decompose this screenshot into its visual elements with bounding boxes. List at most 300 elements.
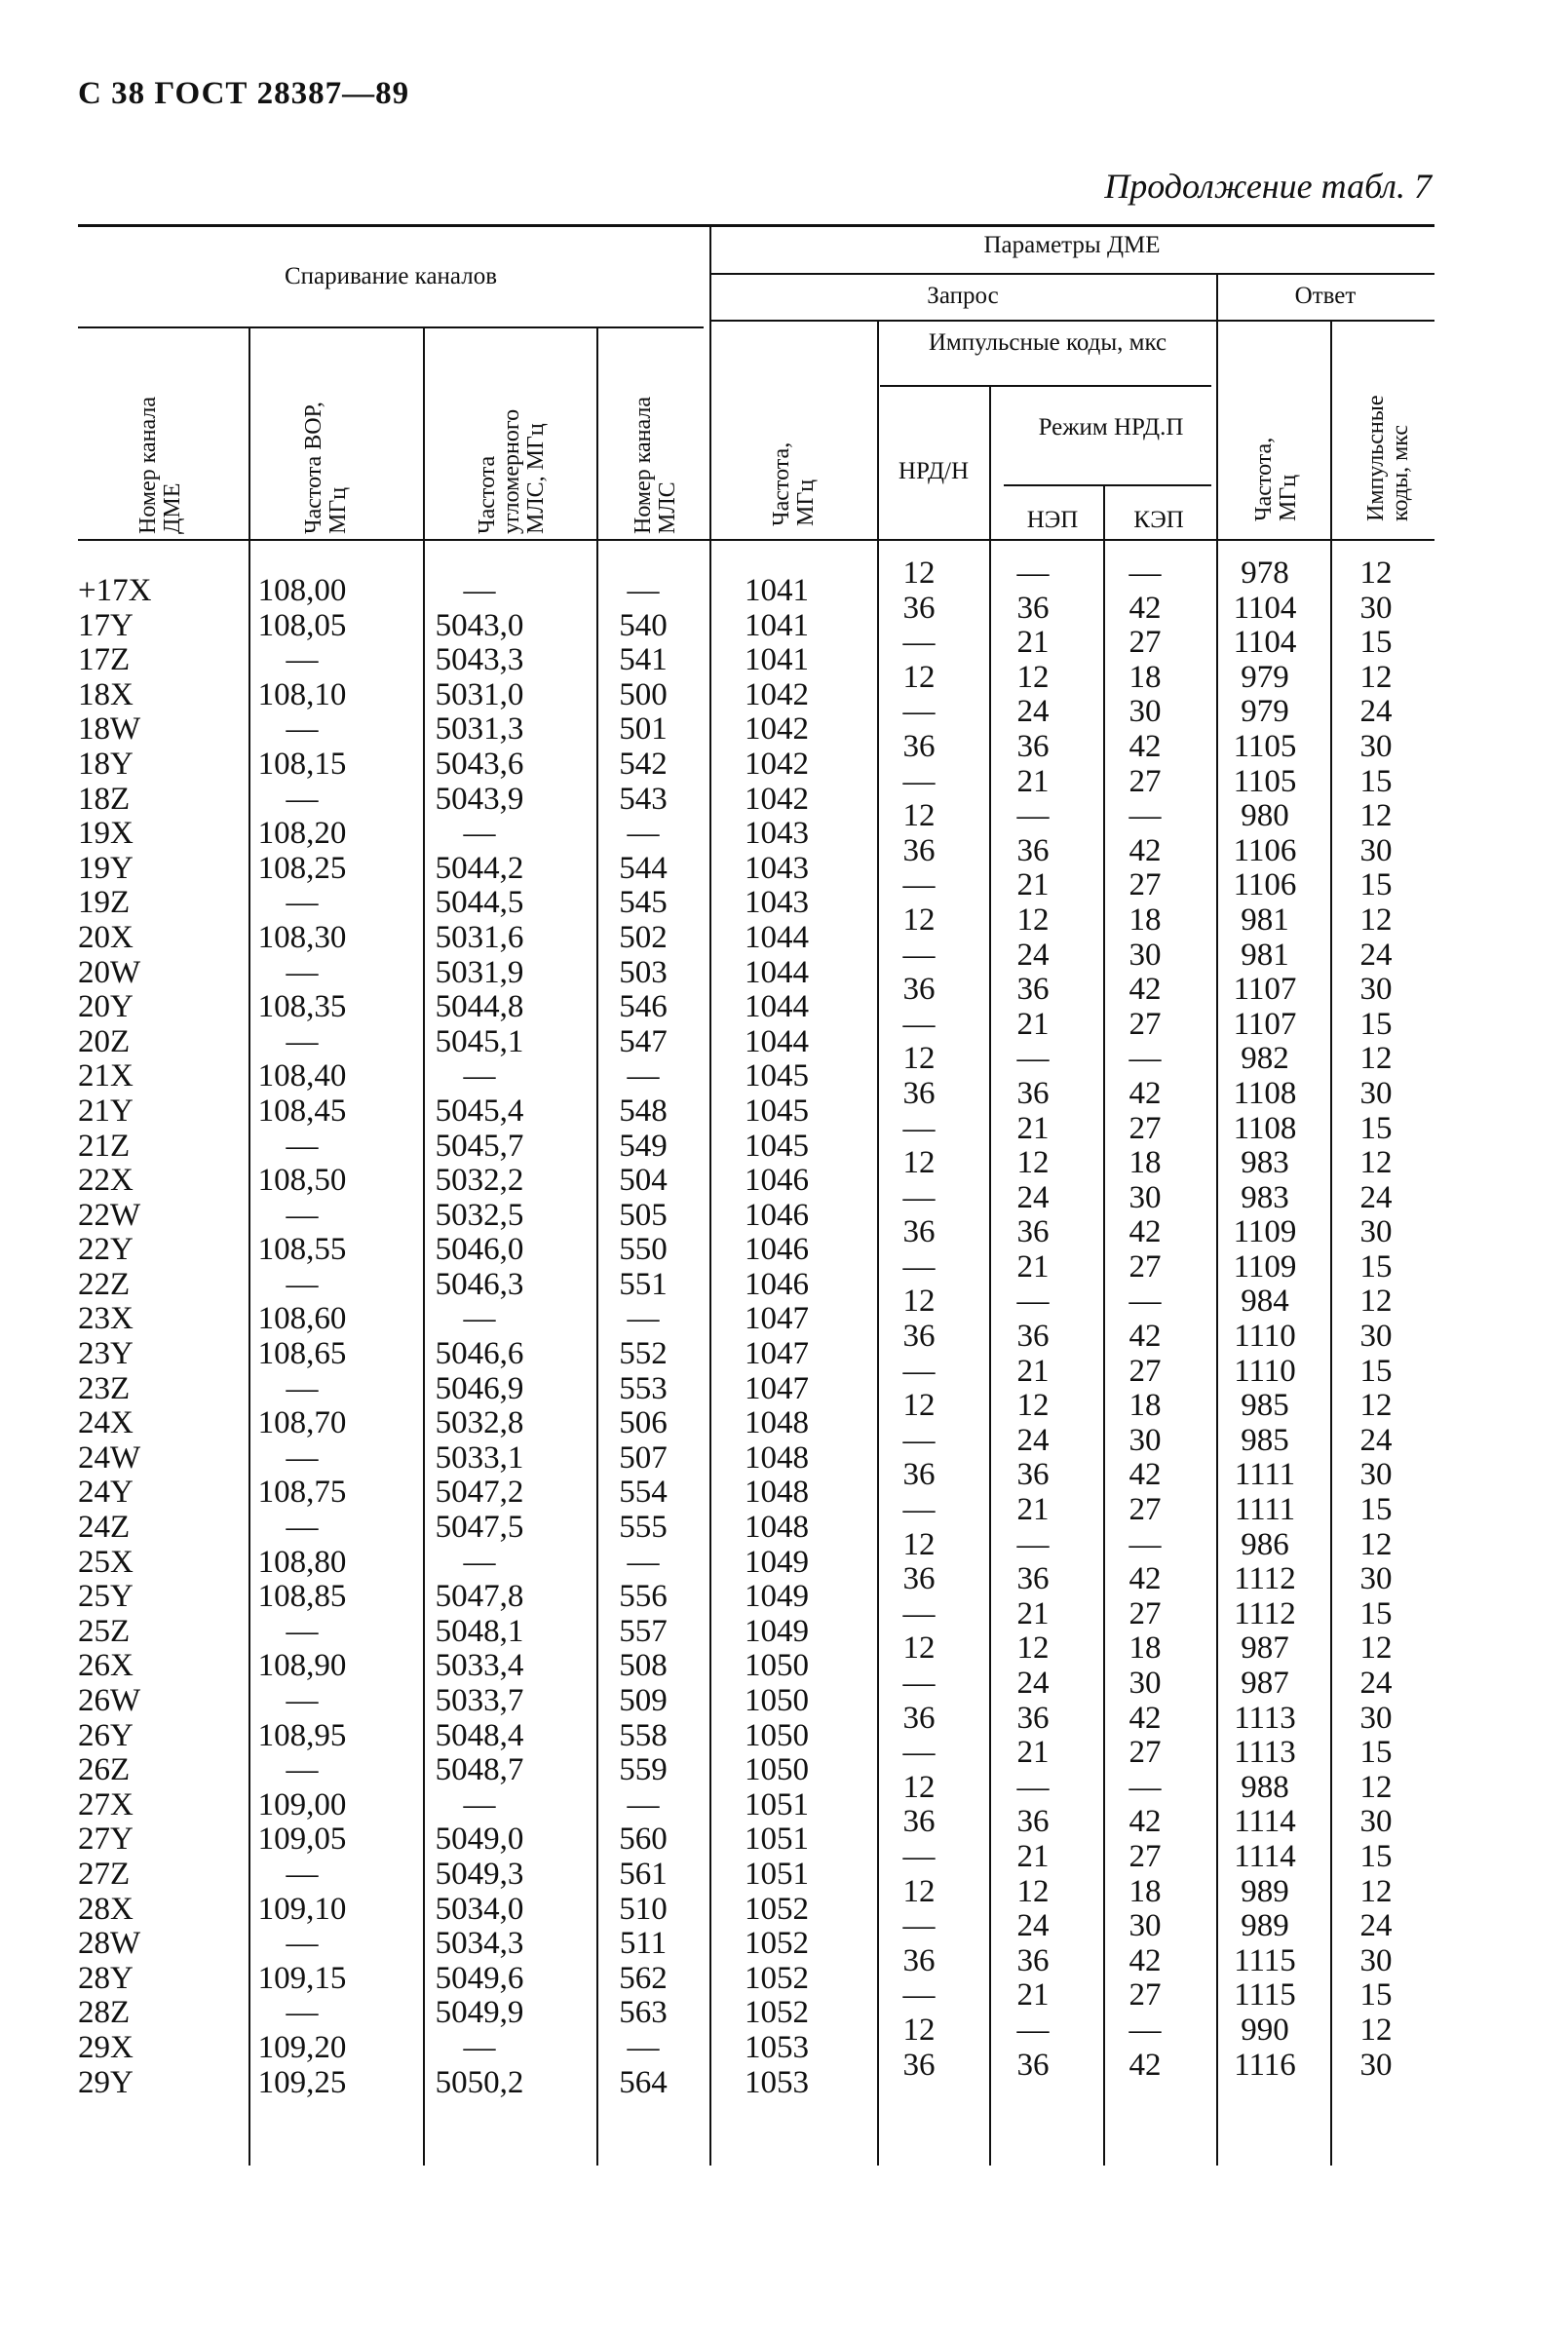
- cell-vor: 108,45: [257, 1093, 347, 1129]
- cell-kep: 42: [1128, 1700, 1162, 1736]
- cell-dme: 23X: [78, 1301, 134, 1337]
- cell-afreq: 988: [1241, 1769, 1289, 1805]
- cell-mls: 548: [619, 1093, 668, 1129]
- cell-nrd: 36: [902, 972, 936, 1008]
- cell-kep: 30: [1128, 937, 1162, 973]
- cell-nrd: 36: [902, 1457, 936, 1493]
- cell-nep: 21: [1016, 1248, 1050, 1285]
- cell-afreq: 1114: [1234, 1838, 1296, 1874]
- cell-nrd: 12: [902, 1873, 936, 1909]
- cell-vor: —: [286, 1197, 319, 1233]
- cell-acode: 30: [1359, 1319, 1393, 1355]
- cell-ang: —: [463, 816, 496, 852]
- cell-nrd: 36: [902, 1319, 936, 1355]
- cell-vor: —: [286, 1995, 319, 2031]
- cell-afreq: 1115: [1234, 1942, 1296, 1978]
- cell-kep: 27: [1128, 1110, 1162, 1146]
- cell-ang: 5032,5: [435, 1197, 524, 1233]
- cell-afreq: 978: [1241, 556, 1289, 591]
- cell-acode: 12: [1359, 1526, 1393, 1562]
- cell-vor: 109,00: [257, 1786, 347, 1822]
- cell-afreq: 987: [1241, 1666, 1289, 1701]
- cell-acode: 30: [1359, 728, 1393, 764]
- cell-afreq: 987: [1241, 1630, 1289, 1667]
- cell-mls: 545: [619, 885, 668, 921]
- cell-vor: —: [286, 1926, 319, 1962]
- cell-vor: 108,20: [257, 816, 347, 852]
- cell-freq: 1042: [745, 781, 809, 817]
- cell-freq: 1042: [745, 711, 809, 748]
- cell-ang: —: [463, 1544, 496, 1580]
- cell-ang: 5044,8: [435, 989, 524, 1025]
- cell-ang: 5049,9: [435, 1995, 524, 2031]
- cell-kep: —: [1128, 1769, 1162, 1805]
- cell-kep: —: [1128, 1284, 1162, 1320]
- cell-nrd: 36: [902, 1214, 936, 1250]
- cell-ang: —: [463, 1786, 496, 1822]
- cell-nrd: —: [902, 1735, 936, 1771]
- cell-mls: —: [627, 1544, 660, 1580]
- cell-acode: 15: [1359, 1353, 1393, 1389]
- cell-vor: 109,15: [257, 1960, 347, 1996]
- cell-ang: 5046,0: [435, 1232, 524, 1268]
- cell-dme: 26Z: [78, 1752, 131, 1788]
- cell-kep: 42: [1128, 832, 1162, 868]
- cell-nrd: 36: [902, 2047, 936, 2083]
- cell-afreq: 989: [1241, 1908, 1289, 1944]
- cell-acode: 15: [1359, 1248, 1393, 1285]
- cell-mls: —: [627, 1786, 660, 1822]
- cell-nep: 36: [1016, 590, 1050, 626]
- cell-kep: 27: [1128, 867, 1162, 903]
- cell-nrd: 12: [902, 1145, 936, 1181]
- cell-kep: 42: [1128, 728, 1162, 764]
- cell-dme: 24X: [78, 1405, 134, 1441]
- cell-nrd: 36: [902, 1075, 936, 1111]
- cell-vor: —: [286, 1023, 319, 1059]
- cell-freq: 1051: [745, 1786, 809, 1822]
- cell-dme: 25X: [78, 1544, 134, 1580]
- cell-freq: 1050: [745, 1717, 809, 1753]
- cell-freq: 1052: [745, 1926, 809, 1962]
- cell-afreq: 983: [1241, 1145, 1289, 1181]
- cell-freq: 1045: [745, 1093, 809, 1129]
- cell-ang: 5031,6: [435, 919, 524, 955]
- cell-vor: 108,50: [257, 1163, 347, 1199]
- cell-acode: 24: [1359, 937, 1393, 973]
- cell-afreq: 984: [1241, 1284, 1289, 1320]
- cell-nrd: 12: [902, 1041, 936, 1077]
- cell-kep: —: [1128, 1526, 1162, 1562]
- cell-acode: 30: [1359, 1942, 1393, 1978]
- cell-nep: 21: [1016, 1006, 1050, 1042]
- cell-nep: 36: [1016, 1319, 1050, 1355]
- cell-freq: 1050: [745, 1752, 809, 1788]
- cell-freq: 1043: [745, 885, 809, 921]
- cell-acode: 12: [1359, 901, 1393, 938]
- cell-ang: 5046,6: [435, 1336, 524, 1372]
- cell-nep: 21: [1016, 625, 1050, 661]
- cell-dme: 18W: [78, 711, 141, 748]
- cell-kep: 27: [1128, 625, 1162, 661]
- cell-acode: 15: [1359, 1595, 1393, 1631]
- cell-afreq: 1107: [1233, 972, 1297, 1008]
- cell-vor: —: [286, 1683, 319, 1718]
- cell-dme: 18X: [78, 676, 134, 712]
- cell-freq: 1044: [745, 954, 809, 990]
- left-group-rule: [78, 326, 704, 328]
- cell-freq: 1051: [745, 1856, 809, 1892]
- cell-ang: 5043,0: [435, 607, 524, 643]
- cell-nep: 21: [1016, 1110, 1050, 1146]
- cell-nep: 21: [1016, 1492, 1050, 1528]
- cell-afreq: 979: [1241, 694, 1289, 730]
- cell-acode: 30: [1359, 590, 1393, 626]
- cell-nep: 24: [1016, 1422, 1050, 1458]
- cell-kep: 18: [1128, 1388, 1162, 1424]
- cell-ang: 5033,1: [435, 1439, 524, 1476]
- cell-vor: —: [286, 1752, 319, 1788]
- cell-afreq: 1110: [1234, 1319, 1296, 1355]
- cell-mls: 559: [619, 1752, 668, 1788]
- cell-kep: 27: [1128, 763, 1162, 799]
- cell-nep: 36: [1016, 972, 1050, 1008]
- cell-nep: 36: [1016, 1457, 1050, 1493]
- cell-acode: 24: [1359, 1179, 1393, 1215]
- cell-vor: —: [286, 885, 319, 921]
- cell-nep: 12: [1016, 1388, 1050, 1424]
- col-ang-header: Частота угломерного МЛС, МГц: [475, 408, 550, 534]
- cell-afreq: 1108: [1233, 1110, 1297, 1146]
- cell-ang: 5047,8: [435, 1579, 524, 1615]
- cell-ang: 5032,2: [435, 1163, 524, 1199]
- cell-mls: 549: [619, 1128, 668, 1164]
- cell-nep: 24: [1016, 1179, 1050, 1215]
- top-rule: [78, 224, 1434, 227]
- cell-dme: 20X: [78, 919, 134, 955]
- cell-freq: 1048: [745, 1510, 809, 1546]
- cell-freq: 1051: [745, 1821, 809, 1858]
- cell-dme: 23Y: [78, 1336, 134, 1372]
- group-left-header: Спаривание каналов: [284, 263, 498, 289]
- cell-kep: 30: [1128, 1422, 1162, 1458]
- cell-nrd: —: [902, 1248, 936, 1285]
- col-vor-header: Частота ВОР, МГц: [301, 402, 352, 534]
- cell-nep: —: [1016, 2012, 1050, 2048]
- cell-kep: 42: [1128, 1561, 1162, 1597]
- cell-nrd: 36: [902, 1804, 936, 1840]
- cell-afreq: 1116: [1234, 2047, 1296, 2083]
- col-freq-ans-header: Частота, МГц: [1251, 437, 1302, 521]
- cell-kep: 42: [1128, 1214, 1162, 1250]
- cell-vor: —: [286, 1370, 319, 1406]
- cell-acode: 24: [1359, 1422, 1393, 1458]
- cell-acode: 15: [1359, 763, 1393, 799]
- cell-kep: 27: [1128, 1248, 1162, 1285]
- cell-afreq: 1106: [1233, 832, 1297, 868]
- cell-kep: 27: [1128, 1492, 1162, 1528]
- cell-acode: 12: [1359, 1284, 1393, 1320]
- cell-mls: 551: [619, 1266, 668, 1302]
- cell-nrd: —: [902, 1492, 936, 1528]
- cell-ang: —: [463, 1058, 496, 1094]
- cell-dme: 29X: [78, 2029, 134, 2065]
- cell-ang: 5031,0: [435, 676, 524, 712]
- cell-dme: 19X: [78, 816, 134, 852]
- cell-dme: 26Y: [78, 1717, 134, 1753]
- cell-kep: 30: [1128, 1908, 1162, 1944]
- cell-mls: —: [627, 573, 660, 608]
- cell-ang: 5044,2: [435, 850, 524, 886]
- cell-acode: 30: [1359, 1804, 1393, 1840]
- cell-mls: 552: [619, 1336, 668, 1372]
- cell-mls: 546: [619, 989, 668, 1025]
- cell-mls: —: [627, 1058, 660, 1094]
- cell-acode: 12: [1359, 1630, 1393, 1667]
- cell-nrd: 36: [902, 1942, 936, 1978]
- cell-vor: —: [286, 1510, 319, 1546]
- cell-ang: 5034,3: [435, 1926, 524, 1962]
- cell-nrd: 12: [902, 1526, 936, 1562]
- cell-kep: 42: [1128, 2047, 1162, 2083]
- cell-dme: 21X: [78, 1058, 134, 1094]
- cell-nep: 36: [1016, 1214, 1050, 1250]
- cell-kep: 27: [1128, 1595, 1162, 1631]
- cell-dme: 26W: [78, 1683, 141, 1718]
- cell-kep: 18: [1128, 1873, 1162, 1909]
- cell-dme: 21Y: [78, 1093, 134, 1129]
- cell-freq: 1046: [745, 1232, 809, 1268]
- cell-acode: 30: [1359, 972, 1393, 1008]
- cell-nep: 21: [1016, 763, 1050, 799]
- cell-vor: 109,05: [257, 1821, 347, 1858]
- cell-dme: 20W: [78, 954, 141, 990]
- cell-afreq: 980: [1241, 798, 1289, 834]
- cell-freq: 1043: [745, 850, 809, 886]
- cell-dme: 27Z: [78, 1856, 131, 1892]
- cell-vor: 108,90: [257, 1648, 347, 1684]
- cell-dme: 23Z: [78, 1370, 131, 1406]
- cell-mls: 509: [619, 1683, 668, 1718]
- cell-ang: 5050,2: [435, 2064, 524, 2100]
- cell-vor: 108,35: [257, 989, 347, 1025]
- cell-afreq: 986: [1241, 1526, 1289, 1562]
- cell-mls: 540: [619, 607, 668, 643]
- cell-afreq: 1115: [1234, 1977, 1296, 2013]
- cell-dme: +17X: [78, 573, 152, 608]
- cell-vor: 108,30: [257, 919, 347, 955]
- cell-acode: 15: [1359, 1110, 1393, 1146]
- cell-nrd: 12: [902, 1769, 936, 1805]
- cell-nep: 12: [1016, 1145, 1050, 1181]
- cell-nrd: 12: [902, 1388, 936, 1424]
- cell-freq: 1049: [745, 1544, 809, 1580]
- params-rule: [709, 273, 1434, 275]
- cell-nep: —: [1016, 798, 1050, 834]
- cell-afreq: 1106: [1233, 867, 1297, 903]
- cell-acode: 12: [1359, 556, 1393, 591]
- cell-dme: 25Y: [78, 1579, 134, 1615]
- cell-afreq: 1109: [1233, 1214, 1297, 1250]
- cell-freq: 1053: [745, 2029, 809, 2065]
- cell-afreq: 1105: [1233, 763, 1297, 799]
- cell-dme: 28Y: [78, 1960, 134, 1996]
- cell-mls: 561: [619, 1856, 668, 1892]
- cell-nep: 36: [1016, 728, 1050, 764]
- cell-nep: 21: [1016, 1977, 1050, 2013]
- cell-freq: 1042: [745, 746, 809, 782]
- cell-acode: 12: [1359, 1388, 1393, 1424]
- cell-afreq: 1109: [1233, 1248, 1297, 1285]
- cell-mls: 550: [619, 1232, 668, 1268]
- cell-freq: 1045: [745, 1058, 809, 1094]
- cell-ang: 5033,7: [435, 1683, 524, 1718]
- cell-afreq: 1113: [1234, 1700, 1296, 1736]
- cell-dme: 24Y: [78, 1475, 134, 1511]
- col-mls-header: Номер канала МЛС: [631, 397, 681, 534]
- cell-dme: 29Y: [78, 2064, 134, 2100]
- cell-freq: 1048: [745, 1405, 809, 1441]
- cell-acode: 24: [1359, 694, 1393, 730]
- cell-vor: 108,15: [257, 746, 347, 782]
- cell-ang: 5043,6: [435, 746, 524, 782]
- cell-dme: 25Z: [78, 1613, 131, 1649]
- cell-ang: 5047,2: [435, 1475, 524, 1511]
- cell-nrd: —: [902, 1595, 936, 1631]
- cell-mls: 563: [619, 1995, 668, 2031]
- group-pulse-header: Импульсные коды, мкс: [928, 329, 1167, 356]
- cell-kep: 18: [1128, 901, 1162, 938]
- cell-vor: —: [286, 1439, 319, 1476]
- cell-afreq: 1107: [1233, 1006, 1297, 1042]
- cell-freq: 1047: [745, 1336, 809, 1372]
- cell-afreq: 985: [1241, 1422, 1289, 1458]
- cell-acode: 24: [1359, 1666, 1393, 1701]
- cell-nrd: 36: [902, 832, 936, 868]
- cell-ang: 5032,8: [435, 1405, 524, 1441]
- cell-ang: 5048,4: [435, 1717, 524, 1753]
- cell-afreq: 1111: [1234, 1492, 1296, 1528]
- cell-nrd: —: [902, 867, 936, 903]
- cell-kep: 42: [1128, 1075, 1162, 1111]
- cell-freq: 1044: [745, 919, 809, 955]
- cell-kep: 18: [1128, 1630, 1162, 1667]
- cell-freq: 1043: [745, 816, 809, 852]
- cell-dme: 24Z: [78, 1510, 131, 1546]
- cell-mls: 543: [619, 781, 668, 817]
- cell-afreq: 982: [1241, 1041, 1289, 1077]
- cell-mls: 502: [619, 919, 668, 955]
- cell-acode: 30: [1359, 1075, 1393, 1111]
- cell-kep: 30: [1128, 694, 1162, 730]
- col-kep-header: КЭП: [1133, 507, 1184, 533]
- cell-nep: 12: [1016, 901, 1050, 938]
- cell-nrd: —: [902, 1666, 936, 1701]
- cell-afreq: 1112: [1234, 1595, 1296, 1631]
- cell-ang: 5046,9: [435, 1370, 524, 1406]
- cell-vor: 108,85: [257, 1579, 347, 1615]
- cell-mls: 541: [619, 642, 668, 678]
- cell-acode: 12: [1359, 1873, 1393, 1909]
- cell-kep: 42: [1128, 1319, 1162, 1355]
- cell-dme: 24W: [78, 1439, 141, 1476]
- cell-freq: 1049: [745, 1579, 809, 1615]
- cell-dme: 19Z: [78, 885, 131, 921]
- col-nrdn-header: НРД/Н: [898, 458, 970, 484]
- cell-nep: 36: [1016, 832, 1050, 868]
- cell-nrd: 36: [902, 1700, 936, 1736]
- cell-acode: 15: [1359, 625, 1393, 661]
- cell-ang: 5045,4: [435, 1093, 524, 1129]
- cell-nrd: —: [902, 1908, 936, 1944]
- cell-freq: 1046: [745, 1163, 809, 1199]
- cell-nrd: 12: [902, 659, 936, 695]
- cell-ang: —: [463, 573, 496, 608]
- cell-nep: 36: [1016, 1804, 1050, 1840]
- cell-dme: 22X: [78, 1163, 134, 1199]
- cell-nrd: —: [902, 1179, 936, 1215]
- cell-dme: 28Z: [78, 1995, 131, 2031]
- cell-afreq: 1113: [1234, 1735, 1296, 1771]
- cell-nrd: —: [902, 1006, 936, 1042]
- cell-dme: 19Y: [78, 850, 134, 886]
- cell-vor: 108,40: [257, 1058, 347, 1094]
- group-mode-header: Режим НРД.П: [1038, 414, 1184, 441]
- cell-vor: 108,75: [257, 1475, 347, 1511]
- cell-freq: 1053: [745, 2064, 809, 2100]
- cell-ang: 5045,7: [435, 1128, 524, 1164]
- cell-vor: 108,55: [257, 1232, 347, 1268]
- cell-vor: 108,25: [257, 850, 347, 886]
- cell-mls: 554: [619, 1475, 668, 1511]
- cell-freq: 1048: [745, 1439, 809, 1476]
- cell-acode: 15: [1359, 1838, 1393, 1874]
- cell-nep: 36: [1016, 1075, 1050, 1111]
- col-nep-header: НЭП: [1026, 507, 1079, 533]
- cell-afreq: 981: [1241, 901, 1289, 938]
- cell-ang: 5031,9: [435, 954, 524, 990]
- cell-vor: 108,05: [257, 607, 347, 643]
- cell-nrd: 36: [902, 590, 936, 626]
- cell-kep: 18: [1128, 1145, 1162, 1181]
- cell-kep: 27: [1128, 1353, 1162, 1389]
- cell-vor: 108,70: [257, 1405, 347, 1441]
- cell-ang: 5044,5: [435, 885, 524, 921]
- header-bottom-rule: [78, 539, 1434, 541]
- cell-freq: 1047: [745, 1370, 809, 1406]
- cell-kep: —: [1128, 798, 1162, 834]
- cell-kep: 18: [1128, 659, 1162, 695]
- cell-kep: 42: [1128, 1804, 1162, 1840]
- cell-mls: 556: [619, 1579, 668, 1615]
- cell-nrd: —: [902, 1838, 936, 1874]
- cell-dme: 20Y: [78, 989, 134, 1025]
- cell-acode: 12: [1359, 1145, 1393, 1181]
- col-codes-ans-header: Импульсные коды, мкс: [1363, 395, 1414, 521]
- cell-vor: —: [286, 954, 319, 990]
- cell-acode: 30: [1359, 2047, 1393, 2083]
- cell-freq: 1041: [745, 642, 809, 678]
- cell-vor: 109,25: [257, 2064, 347, 2100]
- cell-kep: 27: [1128, 1977, 1162, 2013]
- cell-acode: 24: [1359, 1908, 1393, 1944]
- cell-vor: 108,10: [257, 676, 347, 712]
- cell-nep: 12: [1016, 1630, 1050, 1667]
- cell-nep: —: [1016, 556, 1050, 591]
- cell-mls: 500: [619, 676, 668, 712]
- cell-nep: 12: [1016, 1873, 1050, 1909]
- cell-mls: 510: [619, 1891, 668, 1927]
